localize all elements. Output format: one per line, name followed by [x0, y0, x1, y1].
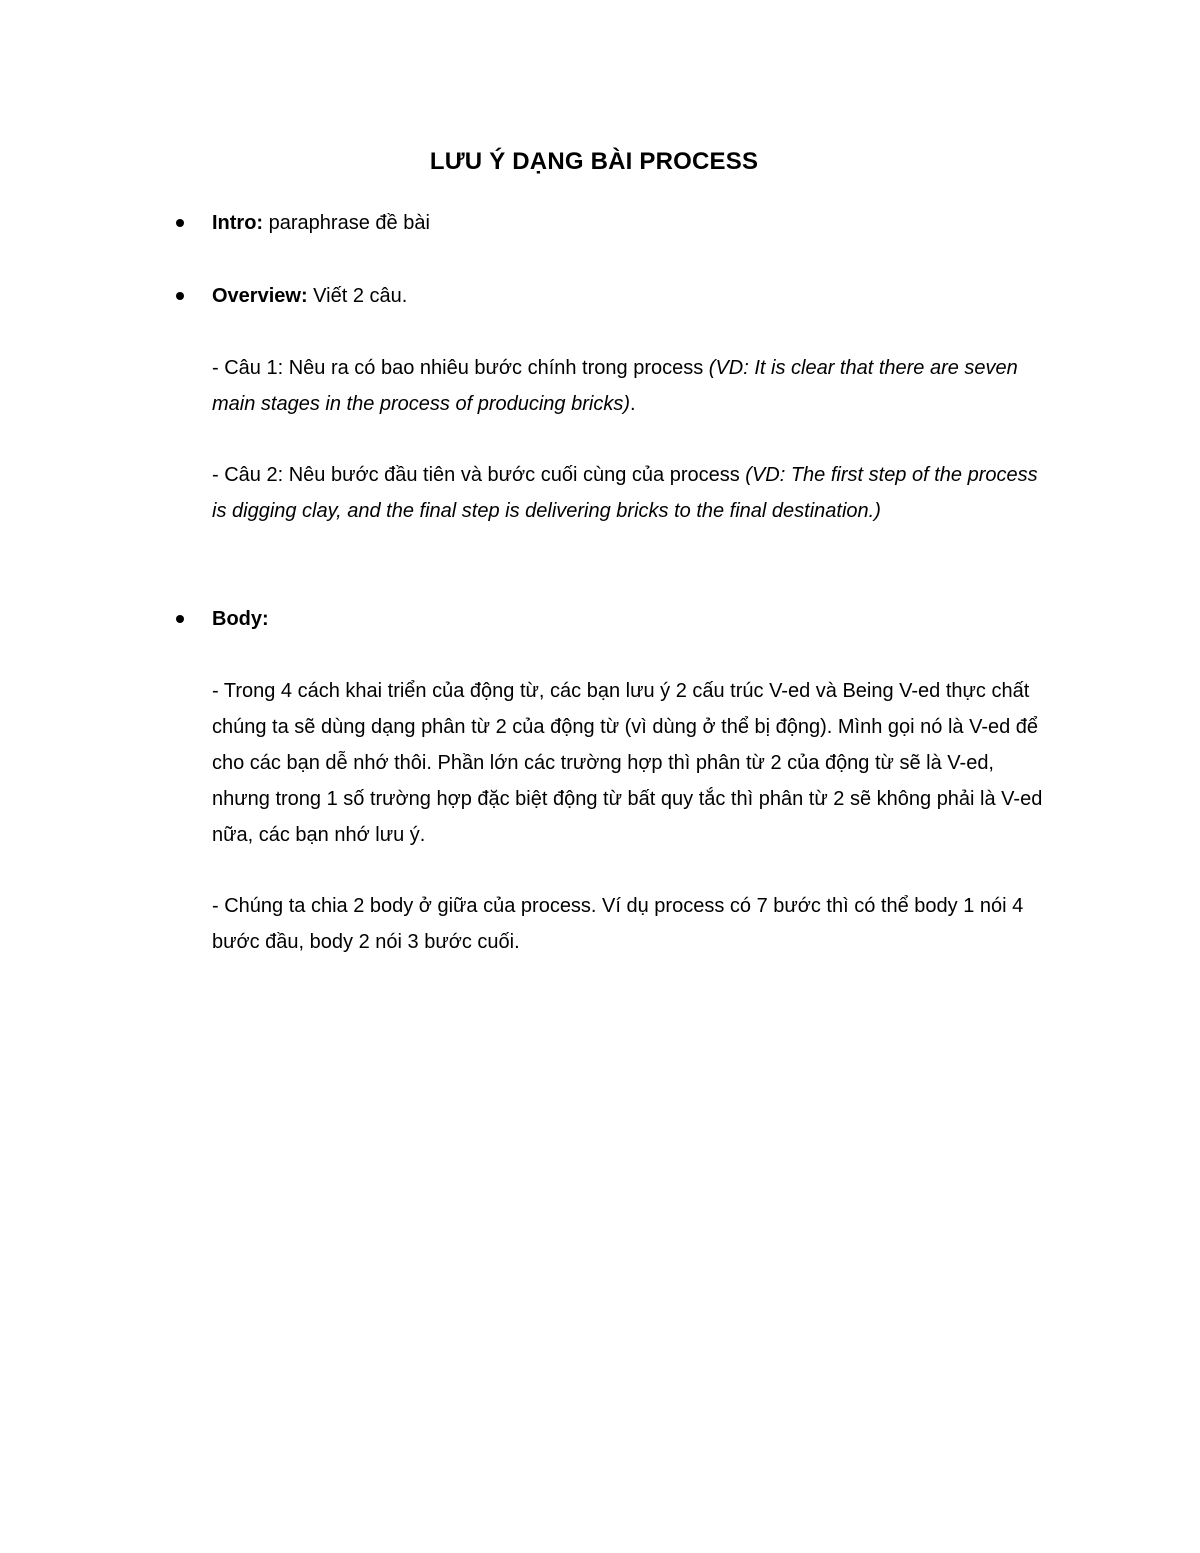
- sentence-2-example: (VD: The first step of the process is digging clay, and the final step is delivering bricks to the final destination.): [212, 464, 1038, 522]
- bullet-overview-text: [212, 278, 407, 314]
- body-paragraph-1: - Trong 4 cách khai triển của động từ, các bạn lưu ý 2 cấu trúc V-ed và Being V-ed thực chất chúng ta sẽ dùng dạng phân từ 2 của động từ (vì dùng ở thể bị động). Mình gọi nó là V-ed để cho các bạn dễ nhớ thôi. Phần lớn các trường hợp thì phân từ 2 của động từ sẽ là V-ed, nhưng trong 1 số trường hợp đặc biệt động từ bất quy tắc thì phân từ 2 sẽ không phải là V-ed nữa, các bạn nhớ lưu ý.: [212, 680, 1043, 846]
- bullet-body-text: [212, 601, 269, 637]
- sentence-1-example: (VD: It is clear that there are seven main stages in the process of producing bricks): [212, 357, 1018, 415]
- sentence-1-end: .: [629, 393, 636, 415]
- bullet-icon: [176, 292, 184, 300]
- sentence-1-text: - Câu 1: Nêu ra có bao nhiêu bước chính trong process: [212, 357, 709, 379]
- intro-label: Intro:: [212, 212, 264, 234]
- intro-text: paraphrase đề bài: [263, 212, 430, 234]
- bullet-intro-text: [212, 205, 430, 241]
- page-title: LƯU Ý DẠNG BÀI PROCESS: [429, 148, 759, 175]
- overview-sentence-2: [212, 457, 1052, 529]
- sentence-2-text: - Câu 2: Nêu bước đầu tiên và bước cuối cùng của process: [212, 464, 746, 486]
- overview-text: Viết 2 câu.: [307, 285, 408, 307]
- bullet-icon: [176, 219, 184, 227]
- body-paragraph-2: - Chúng ta chia 2 body ở giữa của process. Ví dụ process có 7 bước thì có thể body 1 nói 4 bước đầu, body 2 nói 3 bước cuối.: [212, 895, 1024, 953]
- overview-sentence-1: [212, 350, 1052, 422]
- overview-label: Overview:: [212, 285, 308, 307]
- body-label: Body:: [212, 608, 269, 630]
- bullet-icon: [176, 615, 184, 623]
